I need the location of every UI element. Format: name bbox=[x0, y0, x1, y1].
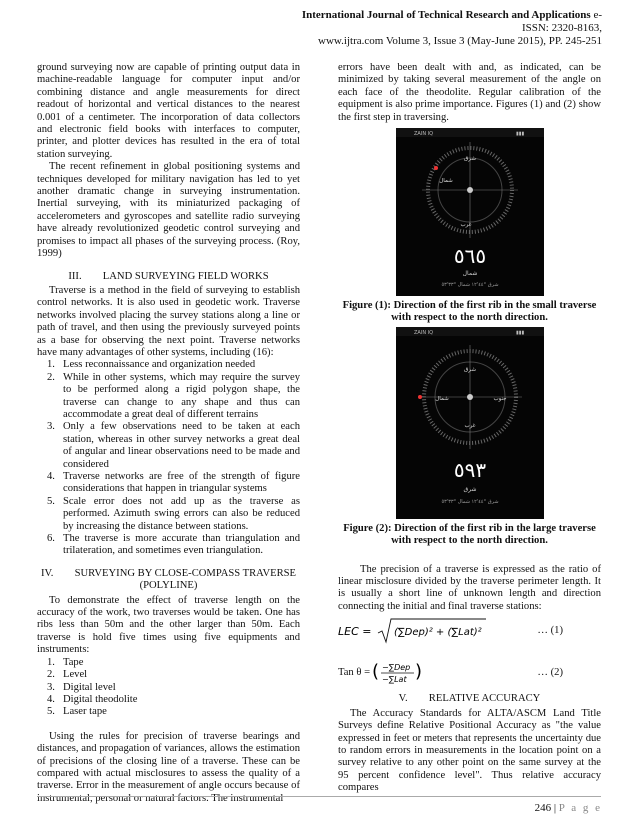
paragraph: Traverse is a method in the field of surveying to establish control networks. It is also used in geodetic work. Traverse networks involved placing the survey stations along a line or path of travel, and then using the previously surveyed points as a base for observing the next point. Traverse networks have many advantages of other systems, including (16): bbox=[37, 284, 300, 358]
list-item bbox=[37, 359, 300, 371]
lec-formula bbox=[338, 617, 488, 645]
svg-text:غرب: غرب bbox=[463, 422, 476, 429]
svg-text:شرق °٤٤'١٢ شمال °٣٣'٥٣: شرق °٤٤'١٢ شمال °٣٣'٥٣ bbox=[440, 498, 499, 505]
list-text: Laser tape bbox=[63, 706, 107, 718]
list-item bbox=[37, 533, 300, 558]
list-number: 1. bbox=[47, 359, 55, 371]
paragraph: ground surveying now are capable of printing output data in machine-readable language for computer input and/or combining distance and angle measurements for direct readout of horizontal and vertical distances to the nearest 0.001 of a centimeter. The incorporation of data collectors and electronic field books with interfaces to computer, printer, and plotter devices has resulted in the era of total station surveying. bbox=[37, 62, 300, 160]
journal-volume: www.ijtra.com Volume 3, Issue 3 (May-June 2015), PP. 245-251 bbox=[318, 35, 602, 47]
list-text: Level bbox=[63, 669, 88, 681]
section-heading: III. LAND SURVEYING FIELD WORKS bbox=[68, 270, 269, 282]
list-text: Less reconnaissance and organization needed bbox=[63, 359, 256, 371]
list-text: The traverse is more accurate than triangulation and trilateration, and sometimes even triangulation. bbox=[63, 533, 300, 557]
list-number: 4. bbox=[47, 693, 55, 705]
figure-1-image bbox=[396, 128, 544, 296]
list-number: 5. bbox=[47, 706, 55, 718]
svg-text:غرب: غرب bbox=[459, 222, 472, 229]
list-text: Scale error does not add up as the traverse as performed. Azimuth swing errors can also be reduced by increasing the distance between stations. bbox=[63, 495, 300, 532]
svg-text:−∑Lat: −∑Lat bbox=[382, 675, 407, 685]
figure-2-caption: Figure (2): Direction of the first rib in the large traverse with respect to the north direction. bbox=[343, 522, 596, 547]
list-text: Tape bbox=[63, 656, 84, 668]
svg-text:شرق: شرق bbox=[463, 485, 476, 493]
svg-text:شمال: شمال bbox=[462, 270, 477, 278]
equation-number: … (2) bbox=[537, 667, 563, 679]
svg-text:(: ( bbox=[372, 661, 380, 683]
svg-text:جنوب: جنوب bbox=[492, 395, 507, 402]
list-number: 2. bbox=[47, 371, 55, 383]
eq2-lhs: Tan θ = bbox=[338, 667, 371, 679]
list-item bbox=[37, 372, 300, 422]
section-heading-cont: (POLYLINE) bbox=[139, 580, 198, 592]
issn: e-ISSN: 2320-8163, bbox=[521, 9, 602, 34]
list-text: While in other systems, which may require the survey to be performed along a rigid polygon shape, the traverse can change to any shape and thus can accommodate a great deal of different terrains bbox=[63, 371, 300, 420]
paragraph: The recent refinement in global positioning systems and techniques developed for military navigation has led to yet another dramatic change in surveying instrumentation. Inertial surveying, with its miniaturized packaging of accelerometers and gyroscopes and satellite radio surveying have already revolutionized geodetic control surveying and promises to impact all phases of the surveying process. (Roy, 1999) bbox=[37, 161, 300, 260]
list-number: 3. bbox=[47, 421, 55, 433]
svg-text:شمال: شمال bbox=[438, 178, 453, 185]
list-number: 6. bbox=[47, 533, 55, 545]
tan-formula bbox=[370, 659, 440, 687]
section-heading: V. RELATIVE ACCURACY bbox=[398, 693, 541, 705]
list-item bbox=[37, 694, 300, 706]
list-item bbox=[37, 421, 300, 471]
paragraph: The precision of a traverse is expressed as the ratio of linear misclosure divided by the traverse perimeter length. It is usually a short line of unknown length and direction connecting the initial and final traverse stations: bbox=[338, 563, 601, 612]
list-item bbox=[37, 682, 300, 694]
list-item bbox=[37, 471, 300, 496]
list-number: 1. bbox=[47, 656, 55, 668]
paragraph: The Accuracy Standards for ALTA/ASCM Land Title Surveys define Relative Positional Accuracy as "the value expressed in feet or meters that represents the uncertainty due to random errors in measurements in the location point on a survey relative to any other point on the same survey at the 95 percent confidence level". Thus relative accuracy compares bbox=[338, 707, 601, 794]
right-column bbox=[338, 62, 601, 795]
list-number: 2. bbox=[47, 669, 55, 681]
equation-2 bbox=[338, 659, 601, 687]
list-item bbox=[37, 706, 300, 718]
footer-rule bbox=[37, 796, 601, 797]
paragraph: Using the rules for precision of traverse bearings and distances, and propagation of variances, allows the estimation of precisions of the closing line of a traverse. These can be compared with actual misclosures to assess the quality of a traverse. Error in the measurement of angle occurs because of instrumental, personal or natural factors. The instrumental bbox=[37, 730, 300, 804]
paragraph: errors have been dealt with and, as indicated, can be minimized by taking several measurement of the angle on each face of the theodolite. Regular calibration of the equipment is also prime importance. Figures (1) and (2) show the first step in traversing. bbox=[338, 62, 601, 123]
list-item bbox=[37, 496, 300, 533]
list-number: 4. bbox=[47, 471, 55, 482]
bearing-readout: ٥٦٥ bbox=[453, 244, 486, 269]
svg-text:−∑Dep: −∑Dep bbox=[382, 663, 411, 673]
list-number: 3. bbox=[47, 681, 55, 693]
page-number: 246 | P a g e bbox=[534, 802, 602, 814]
list-item bbox=[37, 657, 300, 669]
equation-number: … (1) bbox=[537, 625, 563, 637]
svg-text:▮▮▮: ▮▮▮ bbox=[515, 131, 524, 138]
list-text: Only a few observations need to be taken at each station, whereas in other survey networks a great deal of angular and linear observations need to be made and considered bbox=[63, 421, 300, 470]
status-bar: ZAIN IQ bbox=[413, 131, 433, 138]
journal-title: International Journal of Technical Research and Applications bbox=[301, 9, 591, 21]
svg-text:LEC =: LEC = bbox=[338, 625, 372, 639]
page-header bbox=[282, 9, 602, 48]
svg-text:▮▮▮: ▮▮▮ bbox=[515, 329, 524, 336]
list-text: Traverse networks are free of the strength of figure considerations that happen in triangular systems bbox=[63, 471, 300, 495]
svg-text:(∑Dep)² + (∑Lat)²: (∑Dep)² + (∑Lat)² bbox=[394, 627, 482, 639]
svg-text:شرق °٤٤'١٢ شمال °٣٣'٥٣: شرق °٤٤'١٢ شمال °٣٣'٥٣ bbox=[440, 282, 499, 289]
equation-1 bbox=[338, 617, 601, 645]
instruments-list bbox=[37, 657, 300, 719]
figure-2-image bbox=[396, 327, 544, 519]
section-heading: IV. SURVEYING BY CLOSE-COMPASS TRAVERSE bbox=[40, 567, 297, 579]
svg-text:شمال: شمال bbox=[434, 395, 449, 402]
status-bar: ZAIN IQ bbox=[413, 329, 433, 336]
list-number: 5. bbox=[47, 495, 55, 507]
paragraph: To demonstrate the effect of traverse length on the accuracy of the work, two traverses would be taken. One has ribs less than 50m and the other larger than 50m. Each traverse is hold five times using five equipments and instruments: bbox=[37, 594, 300, 656]
svg-text:شرق: شرق bbox=[463, 366, 476, 373]
advantages-list bbox=[37, 359, 300, 558]
bearing-readout: ٥٩٣ bbox=[453, 457, 486, 482]
svg-text:): ) bbox=[415, 661, 423, 683]
left-column bbox=[37, 62, 300, 805]
svg-text:شرق: شرق bbox=[463, 156, 476, 163]
list-text: Digital theodolite bbox=[63, 693, 138, 705]
figure-1-caption: Figure (1): Direction of the first rib in the small traverse with respect to the north direction. bbox=[342, 300, 597, 324]
list-item bbox=[37, 669, 300, 681]
list-text: Digital level bbox=[63, 681, 116, 693]
